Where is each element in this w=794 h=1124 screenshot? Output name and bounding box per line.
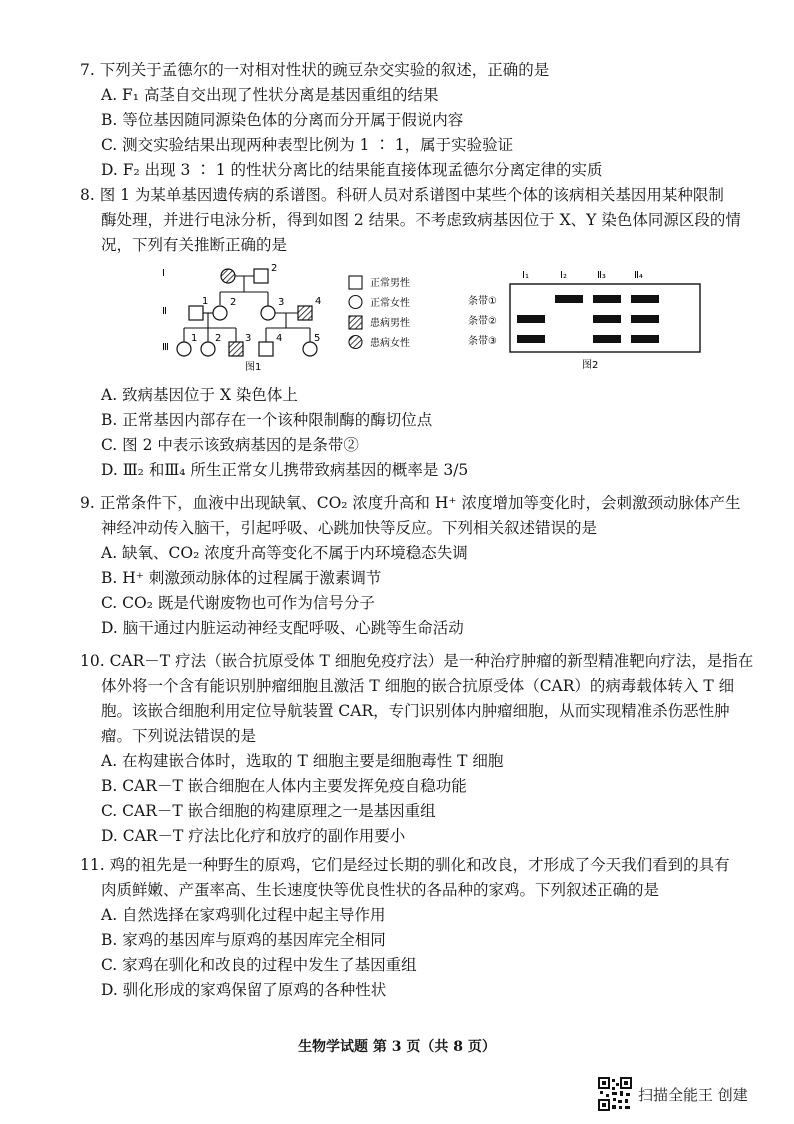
pedigree-III3-affected-male (229, 342, 243, 356)
legend-affected-female-symbol (349, 336, 362, 349)
label-III2: 2 (215, 333, 222, 344)
q7-option-c: C. 测交实验结果出现两种表型比例为 1 ∶ 1，属于实验验证 (101, 136, 514, 154)
gel-row-3: 条带③ (468, 336, 497, 347)
q9-option-b: B. H⁺ 刺激颈动脉体的过程属于激素调节 (101, 569, 382, 587)
label-I2: 2 (271, 263, 278, 274)
pedigree-III1-normal-female (177, 342, 191, 356)
question-11 (80, 853, 730, 903)
question-8-stem-line-2: 酶处理，并进行电泳分析，得到如图 2 结果。不考虑致病基因位于 X、Y 染色体同源区段的情 (101, 211, 741, 229)
label-II4: 4 (315, 296, 322, 307)
q7-option-b: B. 等位基因随同源染色体的分离而分开属于假说内容 (101, 111, 464, 129)
legend-affected-male-symbol (349, 316, 362, 329)
legend-normal-male: 正常男性 (370, 278, 410, 289)
gel-band-r3-c4 (631, 335, 659, 343)
legend-affected-male: 患病男性 (370, 318, 410, 329)
gel-col-II3: Ⅱ₃ (597, 270, 606, 281)
q8-option-b: B. 正常基因内部存在一个该种限制酶的酶切位点 (101, 411, 433, 429)
pedigree-III4-normal-male (259, 342, 273, 356)
gel-band-r1-c3 (593, 295, 621, 303)
gel-band-r1-c4 (631, 295, 659, 303)
q11-option-d: D. 驯化形成的家鸡保留了原鸡的各种性状 (101, 981, 387, 999)
question-8-stem-line-3: 况，下列有关推断正确的是 (101, 236, 288, 254)
gel-band-r2-c4 (631, 315, 659, 323)
gel-band-r2-c3 (593, 315, 621, 323)
gen-label-III: Ⅲ (162, 342, 169, 353)
label-II3: 3 (278, 297, 285, 308)
pedigree-I2-normal-male (254, 269, 268, 283)
q10-option-c: C. CAR－T 嵌合细胞的构建原理之一是基因重组 (101, 802, 436, 820)
question-10-stem-line-2: 体外将一个含有能识别肿瘤细胞且激活 T 细胞的嵌合抗原受体（CAR）的病毒载体转入 T 细 (101, 677, 735, 695)
q7-option-d: D. F₂ 出现 3 ∶ 1 的性状分离比的结果能直接体现孟德尔分离定律的实质 (101, 161, 603, 179)
question-9-stem-line-1: 9. 正常条件下，血液中出现缺氧、CO₂ 浓度升高和 H⁺ 浓度增加等变化时，会刺激颈动脉体产生 (80, 494, 741, 512)
q10-option-a: A. 在构建嵌合体时，选取的 T 细胞主要是细胞毒性 T 细胞 (101, 752, 504, 770)
label-III5: 5 (314, 333, 321, 344)
question-10-stem-line-4: 瘤。下列说法错误的是 (101, 727, 257, 745)
question-10 (80, 649, 754, 749)
gel-band-r3-c1 (517, 335, 545, 343)
gen-label-II: Ⅱ (162, 306, 167, 317)
gel-col-I1: Ⅰ₁ (522, 270, 529, 281)
question-10-stem-line-3: 胞。该嵌合细胞利用定位导航装置 CAR，专门识别体内肿瘤细胞，从而实现精准杀伤恶性肿 (101, 702, 730, 720)
q8-option-a: A. 致病基因位于 X 染色体上 (101, 386, 298, 404)
pedigree-II3-normal-female (261, 306, 275, 320)
qr-code-icon (598, 1077, 632, 1111)
gel-col-I2: Ⅰ₂ (560, 270, 567, 281)
gen-label-I: Ⅰ (162, 268, 165, 279)
pedigree-III5-normal-female (303, 342, 317, 356)
question-7 (80, 58, 720, 83)
page-footer: 生物学试题 第 3 页（共 8 页） (298, 1039, 496, 1055)
legend-normal-female-symbol (349, 296, 362, 309)
gel-band-r3-c3 (593, 335, 621, 343)
gel-band-r2-c1 (517, 315, 545, 323)
q11-option-c: C. 家鸡在驯化和改良的过程中发生了基因重组 (101, 956, 417, 974)
q10-option-b: B. CAR－T 嵌合细胞在人体内主要发挥免疫自稳功能 (101, 777, 467, 795)
gel-row-2: 条带② (468, 316, 497, 327)
q8-option-c: C. 图 2 中表示该致病基因的是条带② (101, 436, 359, 454)
fig2-caption: 图2 (582, 360, 599, 371)
gel-col-II4: Ⅱ₄ (634, 270, 643, 281)
legend-normal-female: 正常女性 (370, 298, 410, 309)
q11-option-a: A. 自然选择在家鸡驯化过程中起主导作用 (101, 906, 386, 924)
q10-option-d: D. CAR－T 疗法比化疗和放疗的副作用要小 (101, 827, 406, 845)
pedigree-III2-normal-female (201, 342, 215, 356)
gel-band-r1-c2 (555, 295, 583, 303)
gel-row-1: 条带① (468, 296, 497, 307)
label-II2: 2 (230, 297, 237, 308)
question-8-stem-line-1: 8. 图 1 为某单基因遗传病的系谱图。科研人员对系谱图中某些个体的该病相关基因用某种限制 (80, 186, 724, 204)
q11-option-b: B. 家鸡的基因库与原鸡的基因库完全相同 (101, 931, 386, 949)
q7-option-a: A. F₁ 高茎自交出现了性状分离是基因重组的结果 (101, 86, 439, 104)
question-10-stem-line-1: 10. CAR－T 疗法（嵌合抗原受体 T 细胞免疫疗法）是一种治疗肿瘤的新型精准靶向疗法，是指在 (80, 652, 754, 670)
legend-affected-female: 患病女性 (370, 338, 410, 349)
label-III3: 3 (245, 333, 252, 344)
label-III1: 1 (191, 333, 198, 344)
q8-option-d: D. Ⅲ₂ 和Ⅲ₄ 所生正常女儿携带致病基因的概率是 3/5 (101, 461, 469, 479)
question-11-stem-line-2: 肉质鲜嫩、产蛋率高、生长速度快等优良性状的各品种的家鸡。下列叙述正确的是 (101, 881, 660, 899)
label-III4: 4 (276, 333, 283, 344)
gel-electrophoresis (468, 270, 700, 352)
pedigree-II1-normal-male (189, 306, 203, 320)
pedigree-II4-affected-male (298, 306, 312, 320)
question-9-stem-line-2: 神经冲动传入脑干，引起呼吸、心跳加快等反应。下列相关叙述错误的是 (101, 519, 598, 537)
question-7-stem: 7. 下列关于孟德尔的一对相对性状的豌豆杂交实验的叙述，正确的是 (80, 61, 550, 79)
question-9 (80, 491, 741, 541)
q9-option-a: A. 缺氧、CO₂ 浓度升高等变化不属于内环境稳态失调 (101, 544, 468, 562)
q9-option-c: C. CO₂ 既是代谢废物也可作为信号分子 (101, 594, 375, 612)
question-8 (80, 183, 741, 258)
pedigree-I1-affected-female (221, 269, 235, 283)
figures (150, 262, 710, 372)
question-11-stem-line-1: 11. 鸡的祖先是一种野生的原鸡，它们是经过长期的驯化和改良，才形成了今天我们看到的具有 (80, 856, 730, 874)
q9-option-d: D. 脑干通过内脏运动神经支配呼吸、心跳等生命活动 (101, 619, 464, 637)
fig1-caption: 图1 (245, 362, 262, 372)
scanner-watermark-text: 扫描全能王 创建 (638, 1085, 748, 1104)
scanner-watermark (598, 1077, 748, 1111)
pedigree-and-gel-figure (150, 262, 710, 372)
legend-normal-male-symbol (349, 276, 362, 289)
pedigree-II2-normal-female (213, 306, 227, 320)
label-II1: 1 (202, 296, 209, 307)
